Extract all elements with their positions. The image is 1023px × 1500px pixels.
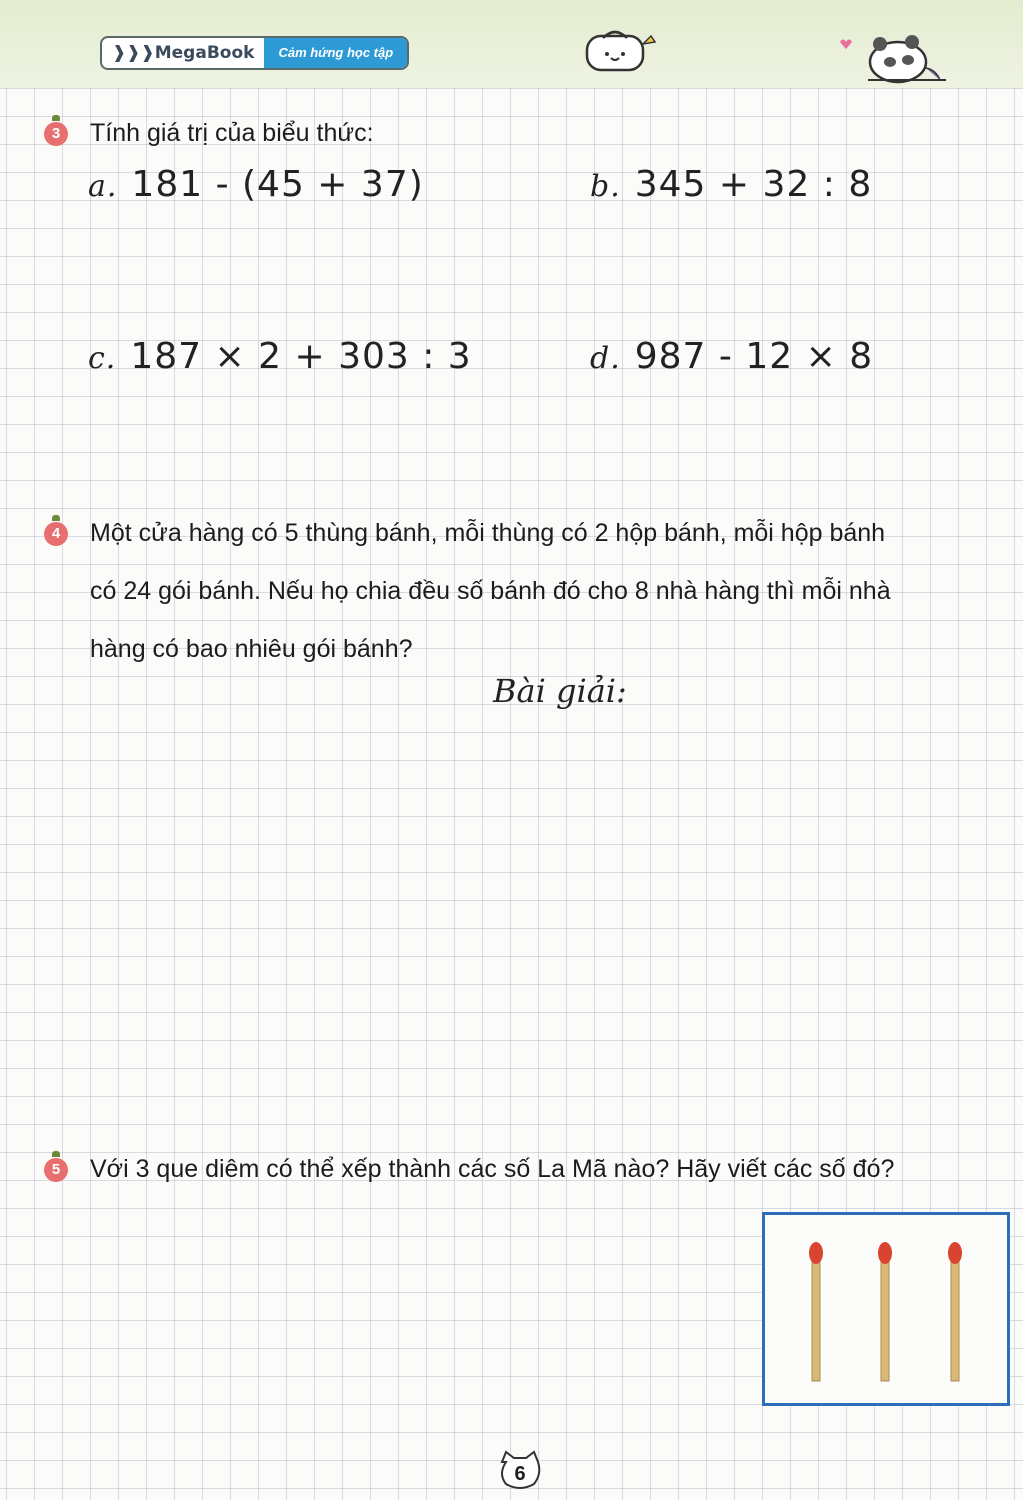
matchstick-box (762, 1212, 1010, 1406)
panda-mascot-icon (838, 28, 950, 86)
expression-c-text: 187 × 2 + 303 : 3 (130, 336, 472, 377)
solution-title: Bài giải: (493, 672, 627, 710)
matchsticks-illustration (765, 1215, 1007, 1403)
heart-icon (840, 40, 852, 50)
matchstick-icon (809, 1242, 823, 1381)
question-4-line-2: có 24 gói bánh. Nếu họ chia đều số bánh đó cho 8 nhà hàng thì mỗi nhà (90, 577, 891, 605)
page-number: 6 (514, 1463, 526, 1485)
brand-logo (102, 43, 264, 63)
expression-d-text: 987 - 12 × 8 (634, 336, 874, 377)
expression-b-label: b. (590, 169, 621, 204)
brand-tagline: Cảm hứng học tập (264, 38, 407, 68)
expression-d-label: d. (590, 341, 621, 376)
brand-name: MegaBook (154, 43, 255, 63)
expression-a-label: a. (88, 169, 118, 204)
expression-a (88, 164, 424, 205)
expression-d (590, 336, 873, 377)
question-3-marker: 3 (44, 122, 68, 146)
matchstick-icon (878, 1242, 892, 1381)
question-5-marker: 5 (44, 1158, 68, 1182)
expression-c (88, 336, 472, 377)
brand-bars-icon: ❱❱❱ (112, 43, 155, 63)
question-4-line-3: hàng có bao nhiêu gói bánh? (90, 635, 413, 663)
bag-mascot-icon (583, 26, 659, 76)
matchstick-icon (948, 1242, 962, 1381)
expression-b (590, 164, 872, 205)
question-3-prompt: Tính giá trị của biểu thức: (90, 119, 374, 147)
brand-badge (100, 36, 409, 70)
question-4-marker: 4 (44, 522, 68, 546)
expression-a-text: 181 - (45 + 37) (131, 164, 424, 205)
expression-b-text: 345 + 32 : 8 (634, 164, 873, 205)
question-4-line-1: Một cửa hàng có 5 thùng bánh, mỗi thùng có 2 hộp bánh, mỗi hộp bánh (90, 519, 886, 547)
expression-c-label: c. (88, 341, 117, 376)
question-5-prompt: Với 3 que diêm có thể xếp thành các số La Mã nào? Hãy viết các số đó? (90, 1155, 895, 1183)
